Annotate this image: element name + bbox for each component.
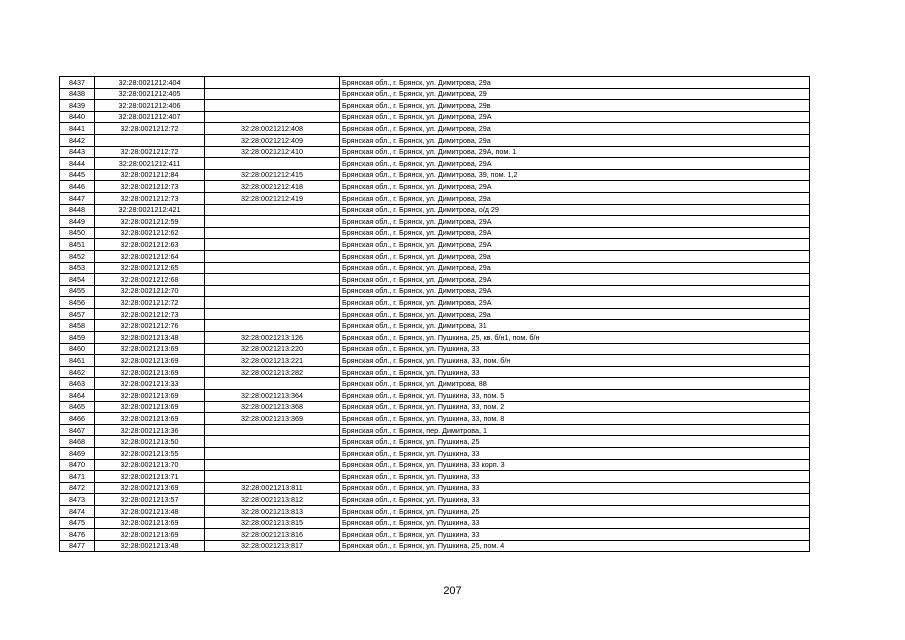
cadastral-number-cell: 32:28:0021213:69 <box>95 355 205 367</box>
table-row <box>60 378 810 390</box>
cadastral-number-cell: 32:28:0021212:65 <box>95 262 205 274</box>
address-cell: Брянская обл., г. Брянск, ул. Пушкина, 25 <box>340 505 810 517</box>
cadastral-number-cell: 32:28:0021212:64 <box>95 250 205 262</box>
address-cell: Брянская обл., г. Брянск, ул. Димитрова, 29А <box>340 227 810 239</box>
row-number-cell: 8468 <box>60 436 95 448</box>
linked-cadastral-number-cell <box>205 459 340 471</box>
address-cell: Брянская обл., г. Брянск, ул. Пушкина, 25, кв. б/н1, пом. б/н <box>340 332 810 344</box>
cadastral-number-cell: 32:28:0021212:73 <box>95 308 205 320</box>
property-table <box>59 76 810 552</box>
table-row <box>60 505 810 517</box>
address-cell: Брянская обл., г. Брянск, ул. Пушкина, 33, пом. 8 <box>340 413 810 425</box>
cadastral-number-cell: 32:28:0021213:55 <box>95 448 205 460</box>
linked-cadastral-number-cell <box>205 250 340 262</box>
linked-cadastral-number-cell: 32:28:0021213:126 <box>205 332 340 344</box>
row-number-cell: 8449 <box>60 216 95 228</box>
table-row <box>60 88 810 100</box>
row-number-cell: 8448 <box>60 204 95 216</box>
cadastral-number-cell: 32:28:0021213:57 <box>95 494 205 506</box>
address-cell: Брянская обл., г. Брянск, ул. Димитрова, 29А <box>340 285 810 297</box>
linked-cadastral-number-cell: 32:28:0021213:811 <box>205 482 340 494</box>
cadastral-number-cell: 32:28:0021212:73 <box>95 192 205 204</box>
linked-cadastral-number-cell <box>205 204 340 216</box>
table-row <box>60 320 810 332</box>
linked-cadastral-number-cell: 32:28:0021213:282 <box>205 366 340 378</box>
address-cell: Брянская обл., г. Брянск, ул. Димитрова, 29а <box>340 250 810 262</box>
table-row <box>60 332 810 344</box>
table-row <box>60 181 810 193</box>
cadastral-number-cell: 32:28:0021212:421 <box>95 204 205 216</box>
cadastral-number-cell: 32:28:0021213:71 <box>95 471 205 483</box>
linked-cadastral-number-cell: 32:28:0021213:812 <box>205 494 340 506</box>
row-number-cell: 8451 <box>60 239 95 251</box>
address-cell: Брянская обл., г. Брянск, ул. Димитрова, 29а <box>340 77 810 89</box>
property-table-body <box>60 77 810 552</box>
linked-cadastral-number-cell: 32:28:0021213:369 <box>205 413 340 425</box>
page-number: 207 <box>443 585 462 597</box>
cadastral-number-cell: 32:28:0021212:72 <box>95 297 205 309</box>
linked-cadastral-number-cell: 32:28:0021213:817 <box>205 540 340 552</box>
row-number-cell: 8471 <box>60 471 95 483</box>
address-cell: Брянская обл., г. Брянск, ул. Пушкина, 25 <box>340 436 810 448</box>
table-row <box>60 146 810 158</box>
linked-cadastral-number-cell: 32:28:0021212:415 <box>205 169 340 181</box>
table-row <box>60 250 810 262</box>
table-row <box>60 390 810 402</box>
address-cell: Брянская обл., г. Брянск, ул. Пушкина, 33 <box>340 471 810 483</box>
row-number-cell: 8477 <box>60 540 95 552</box>
table-row <box>60 158 810 170</box>
table-row <box>60 274 810 286</box>
address-cell: Брянская обл., г. Брянск, ул. Пушкина, 33 <box>340 343 810 355</box>
cadastral-number-cell: 32:28:0021213:69 <box>95 366 205 378</box>
row-number-cell: 8474 <box>60 505 95 517</box>
address-cell: Брянская обл., г. Брянск, ул. Димитрова, 29А <box>340 297 810 309</box>
address-cell: Брянская обл., г. Брянск, ул. Димитрова, 29а <box>340 123 810 135</box>
row-number-cell: 8445 <box>60 169 95 181</box>
cadastral-number-cell: 32:28:0021212:407 <box>95 111 205 123</box>
cadastral-number-cell: 32:28:0021213:69 <box>95 529 205 541</box>
cadastral-number-cell: 32:28:0021213:48 <box>95 540 205 552</box>
address-cell: Брянская обл., г. Брянск, ул. Пушкина, 33, пом. б/н <box>340 355 810 367</box>
cadastral-number-cell: 32:28:0021213:50 <box>95 436 205 448</box>
row-number-cell: 8464 <box>60 390 95 402</box>
row-number-cell: 8473 <box>60 494 95 506</box>
address-cell: Брянская обл., г. Брянск, ул. Пушкина, 33 <box>340 529 810 541</box>
row-number-cell: 8453 <box>60 262 95 274</box>
table-row <box>60 540 810 552</box>
row-number-cell: 8458 <box>60 320 95 332</box>
address-cell: Брянская обл., г. Брянск, ул. Димитрова, 29 <box>340 88 810 100</box>
linked-cadastral-number-cell <box>205 239 340 251</box>
row-number-cell: 8446 <box>60 181 95 193</box>
linked-cadastral-number-cell <box>205 216 340 228</box>
table-row <box>60 262 810 274</box>
table-row <box>60 285 810 297</box>
row-number-cell: 8465 <box>60 401 95 413</box>
address-cell: Брянская обл., г. Брянск, ул. Димитрова, 29А <box>340 216 810 228</box>
linked-cadastral-number-cell <box>205 448 340 460</box>
table-row <box>60 216 810 228</box>
linked-cadastral-number-cell: 32:28:0021212:419 <box>205 192 340 204</box>
linked-cadastral-number-cell: 32:28:0021212:408 <box>205 123 340 135</box>
table-row <box>60 134 810 146</box>
table-row <box>60 401 810 413</box>
linked-cadastral-number-cell: 32:28:0021212:410 <box>205 146 340 158</box>
row-number-cell: 8466 <box>60 413 95 425</box>
address-cell: Брянская обл., г. Брянск, ул. Пушкина, 33 <box>340 494 810 506</box>
row-number-cell: 8469 <box>60 448 95 460</box>
table-row <box>60 471 810 483</box>
linked-cadastral-number-cell: 32:28:0021213:816 <box>205 529 340 541</box>
address-cell: Брянская обл., г. Брянск, ул. Димитрова, 31 <box>340 320 810 332</box>
table-row <box>60 227 810 239</box>
table-row <box>60 239 810 251</box>
table-row <box>60 192 810 204</box>
row-number-cell: 8437 <box>60 77 95 89</box>
table-row <box>60 111 810 123</box>
linked-cadastral-number-cell <box>205 111 340 123</box>
table-row <box>60 529 810 541</box>
linked-cadastral-number-cell <box>205 158 340 170</box>
address-cell: Брянская обл., г. Брянск, ул. Димитрова, 29А <box>340 239 810 251</box>
linked-cadastral-number-cell: 32:28:0021213:368 <box>205 401 340 413</box>
cadastral-number-cell: 32:28:0021212:405 <box>95 88 205 100</box>
cadastral-number-cell: 32:28:0021213:36 <box>95 424 205 436</box>
row-number-cell: 8460 <box>60 343 95 355</box>
linked-cadastral-number-cell <box>205 436 340 448</box>
row-number-cell: 8462 <box>60 366 95 378</box>
table-row <box>60 169 810 181</box>
address-cell: Брянская обл., г. Брянск, ул. Пушкина, 33 <box>340 366 810 378</box>
table-row <box>60 100 810 112</box>
row-number-cell: 8450 <box>60 227 95 239</box>
cadastral-number-cell: 32:28:0021212:404 <box>95 77 205 89</box>
linked-cadastral-number-cell: 32:28:0021213:813 <box>205 505 340 517</box>
address-cell: Брянская обл., г. Брянск, ул. Димитрова, 29А <box>340 274 810 286</box>
address-cell: Брянская обл., г. Брянск, ул. Димитрова, 88 <box>340 378 810 390</box>
table-row <box>60 366 810 378</box>
cadastral-number-cell: 32:28:0021212:72 <box>95 146 205 158</box>
cadastral-number-cell: 32:28:0021213:69 <box>95 401 205 413</box>
cadastral-number-cell: 32:28:0021213:69 <box>95 390 205 402</box>
row-number-cell: 8439 <box>60 100 95 112</box>
address-cell: Брянская обл., г. Брянск, ул. Димитрова, 29а <box>340 262 810 274</box>
address-cell: Брянская обл., г. Брянск, ул. Димитрова, 29в <box>340 100 810 112</box>
table-row <box>60 77 810 89</box>
address-cell: Брянская обл., г. Брянск, ул. Пушкина, 33 <box>340 482 810 494</box>
address-cell: Брянская обл., г. Брянск, пер. Димитрова, 1 <box>340 424 810 436</box>
row-number-cell: 8459 <box>60 332 95 344</box>
table-row <box>60 297 810 309</box>
cadastral-number-cell: 32:28:0021212:84 <box>95 169 205 181</box>
row-number-cell: 8444 <box>60 158 95 170</box>
cadastral-number-cell: 32:28:0021212:72 <box>95 123 205 135</box>
linked-cadastral-number-cell: 32:28:0021213:220 <box>205 343 340 355</box>
linked-cadastral-number-cell <box>205 274 340 286</box>
cadastral-number-cell: 32:28:0021212:63 <box>95 239 205 251</box>
linked-cadastral-number-cell <box>205 320 340 332</box>
cadastral-number-cell: 32:28:0021213:69 <box>95 482 205 494</box>
row-number-cell: 8461 <box>60 355 95 367</box>
address-cell: Брянская обл., г. Брянск, ул. Димитрова, 29А, пом. 1 <box>340 146 810 158</box>
table-row <box>60 343 810 355</box>
cadastral-number-cell: 32:28:0021213:48 <box>95 505 205 517</box>
linked-cadastral-number-cell <box>205 378 340 390</box>
table-row <box>60 424 810 436</box>
table-row <box>60 413 810 425</box>
cadastral-number-cell: 32:28:0021212:76 <box>95 320 205 332</box>
linked-cadastral-number-cell <box>205 285 340 297</box>
linked-cadastral-number-cell <box>205 88 340 100</box>
row-number-cell: 8442 <box>60 134 95 146</box>
row-number-cell: 8443 <box>60 146 95 158</box>
row-number-cell: 8438 <box>60 88 95 100</box>
address-cell: Брянская обл., г. Брянск, ул. Димитрова, 29а <box>340 308 810 320</box>
cadastral-number-cell: 32:28:0021213:70 <box>95 459 205 471</box>
linked-cadastral-number-cell <box>205 424 340 436</box>
row-number-cell: 8452 <box>60 250 95 262</box>
table-row <box>60 494 810 506</box>
table-row <box>60 123 810 135</box>
cadastral-number-cell: 32:28:0021212:73 <box>95 181 205 193</box>
linked-cadastral-number-cell: 32:28:0021213:815 <box>205 517 340 529</box>
row-number-cell: 8447 <box>60 192 95 204</box>
row-number-cell: 8441 <box>60 123 95 135</box>
table-row <box>60 448 810 460</box>
row-number-cell: 8476 <box>60 529 95 541</box>
address-cell: Брянская обл., г. Брянск, ул. Пушкина, 33, пом. 5 <box>340 390 810 402</box>
cadastral-number-cell: 32:28:0021212:411 <box>95 158 205 170</box>
cadastral-number-cell: 32:28:0021213:69 <box>95 343 205 355</box>
linked-cadastral-number-cell: 32:28:0021213:221 <box>205 355 340 367</box>
row-number-cell: 8456 <box>60 297 95 309</box>
cadastral-number-cell: 32:28:0021212:406 <box>95 100 205 112</box>
cadastral-number-cell <box>95 134 205 146</box>
table-row <box>60 459 810 471</box>
row-number-cell: 8454 <box>60 274 95 286</box>
address-cell: Брянская обл., г. Брянск, ул. Димитрова, 29А <box>340 158 810 170</box>
cadastral-number-cell: 32:28:0021212:68 <box>95 274 205 286</box>
linked-cadastral-number-cell <box>205 297 340 309</box>
linked-cadastral-number-cell: 32:28:0021212:418 <box>205 181 340 193</box>
row-number-cell: 8455 <box>60 285 95 297</box>
address-cell: Брянская обл., г. Брянск, ул. Пушкина, 33 <box>340 448 810 460</box>
row-number-cell: 8472 <box>60 482 95 494</box>
address-cell: Брянская обл., г. Брянск, ул. Димитрова, 39, пом. 1,2 <box>340 169 810 181</box>
linked-cadastral-number-cell <box>205 77 340 89</box>
linked-cadastral-number-cell <box>205 471 340 483</box>
cadastral-number-cell: 32:28:0021213:69 <box>95 413 205 425</box>
row-number-cell: 8463 <box>60 378 95 390</box>
table-row <box>60 517 810 529</box>
table-row <box>60 355 810 367</box>
address-cell: Брянская обл., г. Брянск, ул. Пушкина, 25, пом. 4 <box>340 540 810 552</box>
address-cell: Брянская обл., г. Брянск, ул. Димитрова, 29а <box>340 192 810 204</box>
address-cell: Брянская обл., г. Брянск, ул. Димитрова, 29А <box>340 111 810 123</box>
row-number-cell: 8470 <box>60 459 95 471</box>
table-row <box>60 308 810 320</box>
table-row <box>60 436 810 448</box>
row-number-cell: 8457 <box>60 308 95 320</box>
linked-cadastral-number-cell: 32:28:0021212:409 <box>205 134 340 146</box>
cadastral-number-cell: 32:28:0021212:70 <box>95 285 205 297</box>
linked-cadastral-number-cell <box>205 308 340 320</box>
address-cell: Брянская обл., г. Брянск, ул. Димитрова, 29А <box>340 181 810 193</box>
linked-cadastral-number-cell <box>205 262 340 274</box>
cadastral-number-cell: 32:28:0021213:33 <box>95 378 205 390</box>
table-row <box>60 482 810 494</box>
cadastral-number-cell: 32:28:0021213:48 <box>95 332 205 344</box>
linked-cadastral-number-cell <box>205 227 340 239</box>
linked-cadastral-number-cell: 32:28:0021213:364 <box>205 390 340 402</box>
address-cell: Брянская обл., г. Брянск, ул. Димитрова, о/д 29 <box>340 204 810 216</box>
cadastral-number-cell: 32:28:0021212:62 <box>95 227 205 239</box>
address-cell: Брянская обл., г. Брянск, ул. Димитрова, 29а <box>340 134 810 146</box>
row-number-cell: 8440 <box>60 111 95 123</box>
address-cell: Брянская обл., г. Брянск, ул. Пушкина, 33 <box>340 517 810 529</box>
linked-cadastral-number-cell <box>205 100 340 112</box>
table-row <box>60 204 810 216</box>
cadastral-number-cell: 32:28:0021213:69 <box>95 517 205 529</box>
row-number-cell: 8467 <box>60 424 95 436</box>
address-cell: Брянская обл., г. Брянск, ул. Пушкина, 33 корп. 3 <box>340 459 810 471</box>
row-number-cell: 8475 <box>60 517 95 529</box>
address-cell: Брянская обл., г. Брянск, ул. Пушкина, 33, пом. 2 <box>340 401 810 413</box>
cadastral-number-cell: 32:28:0021212:59 <box>95 216 205 228</box>
